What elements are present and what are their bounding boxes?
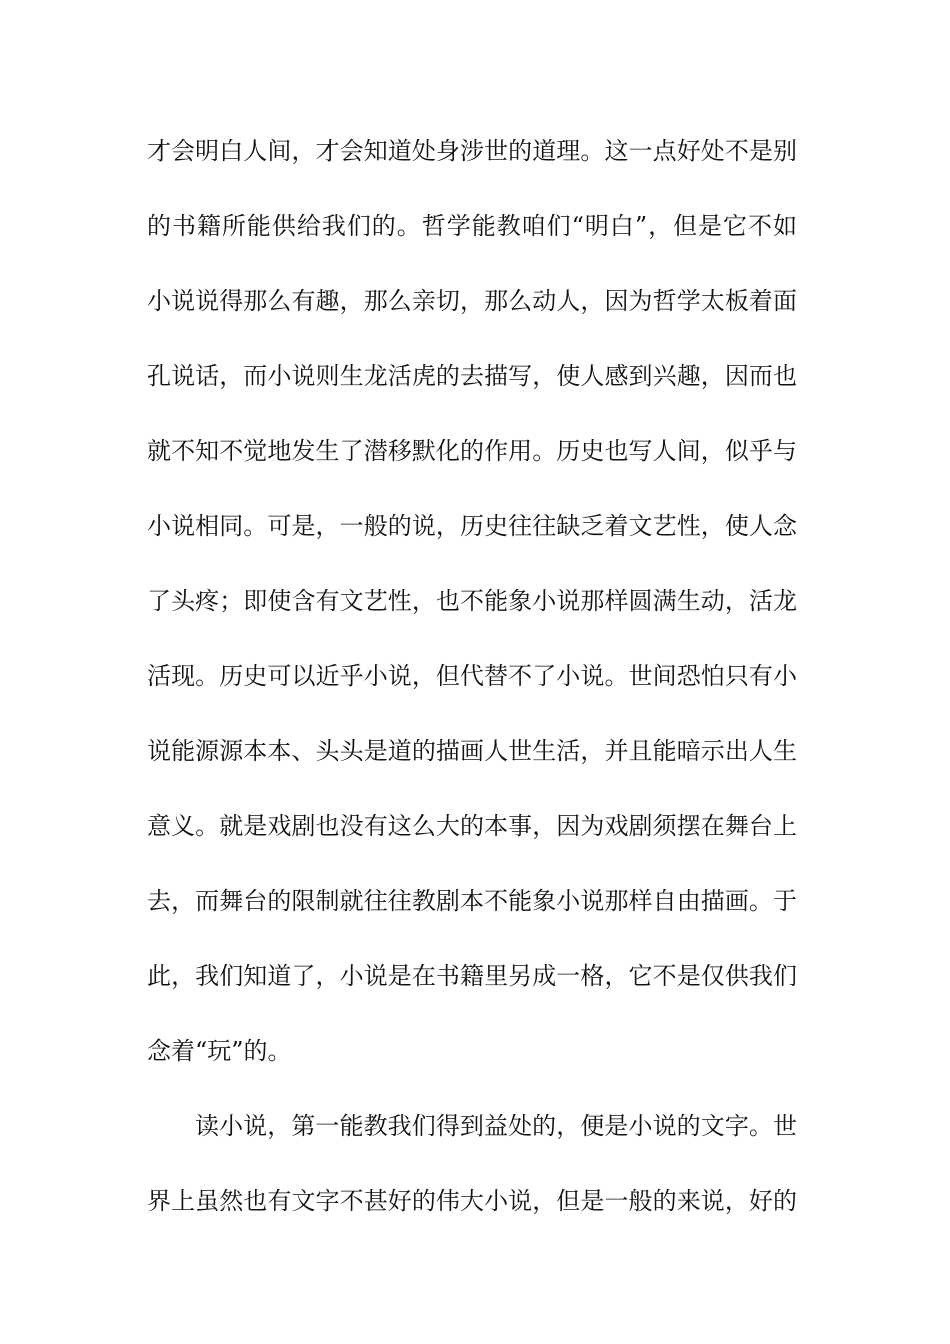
text-line: 去，而舞台的限制就往往教剧本不能象小说那样自由描画。于 (147, 887, 797, 915)
text-line: 意义。就是戏剧也没有这么大的本事，因为戏剧须摆在舞台上 (147, 812, 797, 840)
text-line: 说能源源本本、头头是道的描画人世生活，并且能暗示出人生 (147, 737, 797, 765)
body-text (147, 124, 797, 1249)
text-line: 小说说得那么有趣，那么亲切，那么动人，因为哲学太板着面 (147, 287, 797, 315)
text-line: 念着“玩”的。 (147, 1037, 292, 1065)
text-line: 孔说话，而小说则生龙活虎的去描写，使人感到兴趣，因而也 (147, 362, 797, 390)
text-line: 的书籍所能供给我们的。哲学能教咱们“明白”，但是它不如 (147, 212, 797, 240)
text-line: 就不知不觉地发生了潜移默化的作用。历史也写人间，似乎与 (147, 437, 797, 465)
text-line: 此，我们知道了，小说是在书籍里另成一格，它不是仅供我们 (147, 962, 797, 990)
text-line: 才会明白人间，才会知道处身涉世的道理。这一点好处不是别 (147, 137, 797, 165)
text-line: 界上虽然也有文字不甚好的伟大小说，但是一般的来说，好的 (147, 1187, 797, 1215)
text-line: 活现。历史可以近乎小说，但代替不了小说。世间恐怕只有小 (147, 662, 797, 690)
text-line: 了头疼；即使含有文艺性，也不能象小说那样圆满生动，活龙 (147, 587, 797, 615)
text-line: 小说相同。可是，一般的说，历史往往缺乏着文艺性，使人念 (147, 512, 797, 540)
paragraph-first-line: 读小说，第一能教我们得到益处的，便是小说的文字。世 (195, 1112, 797, 1140)
